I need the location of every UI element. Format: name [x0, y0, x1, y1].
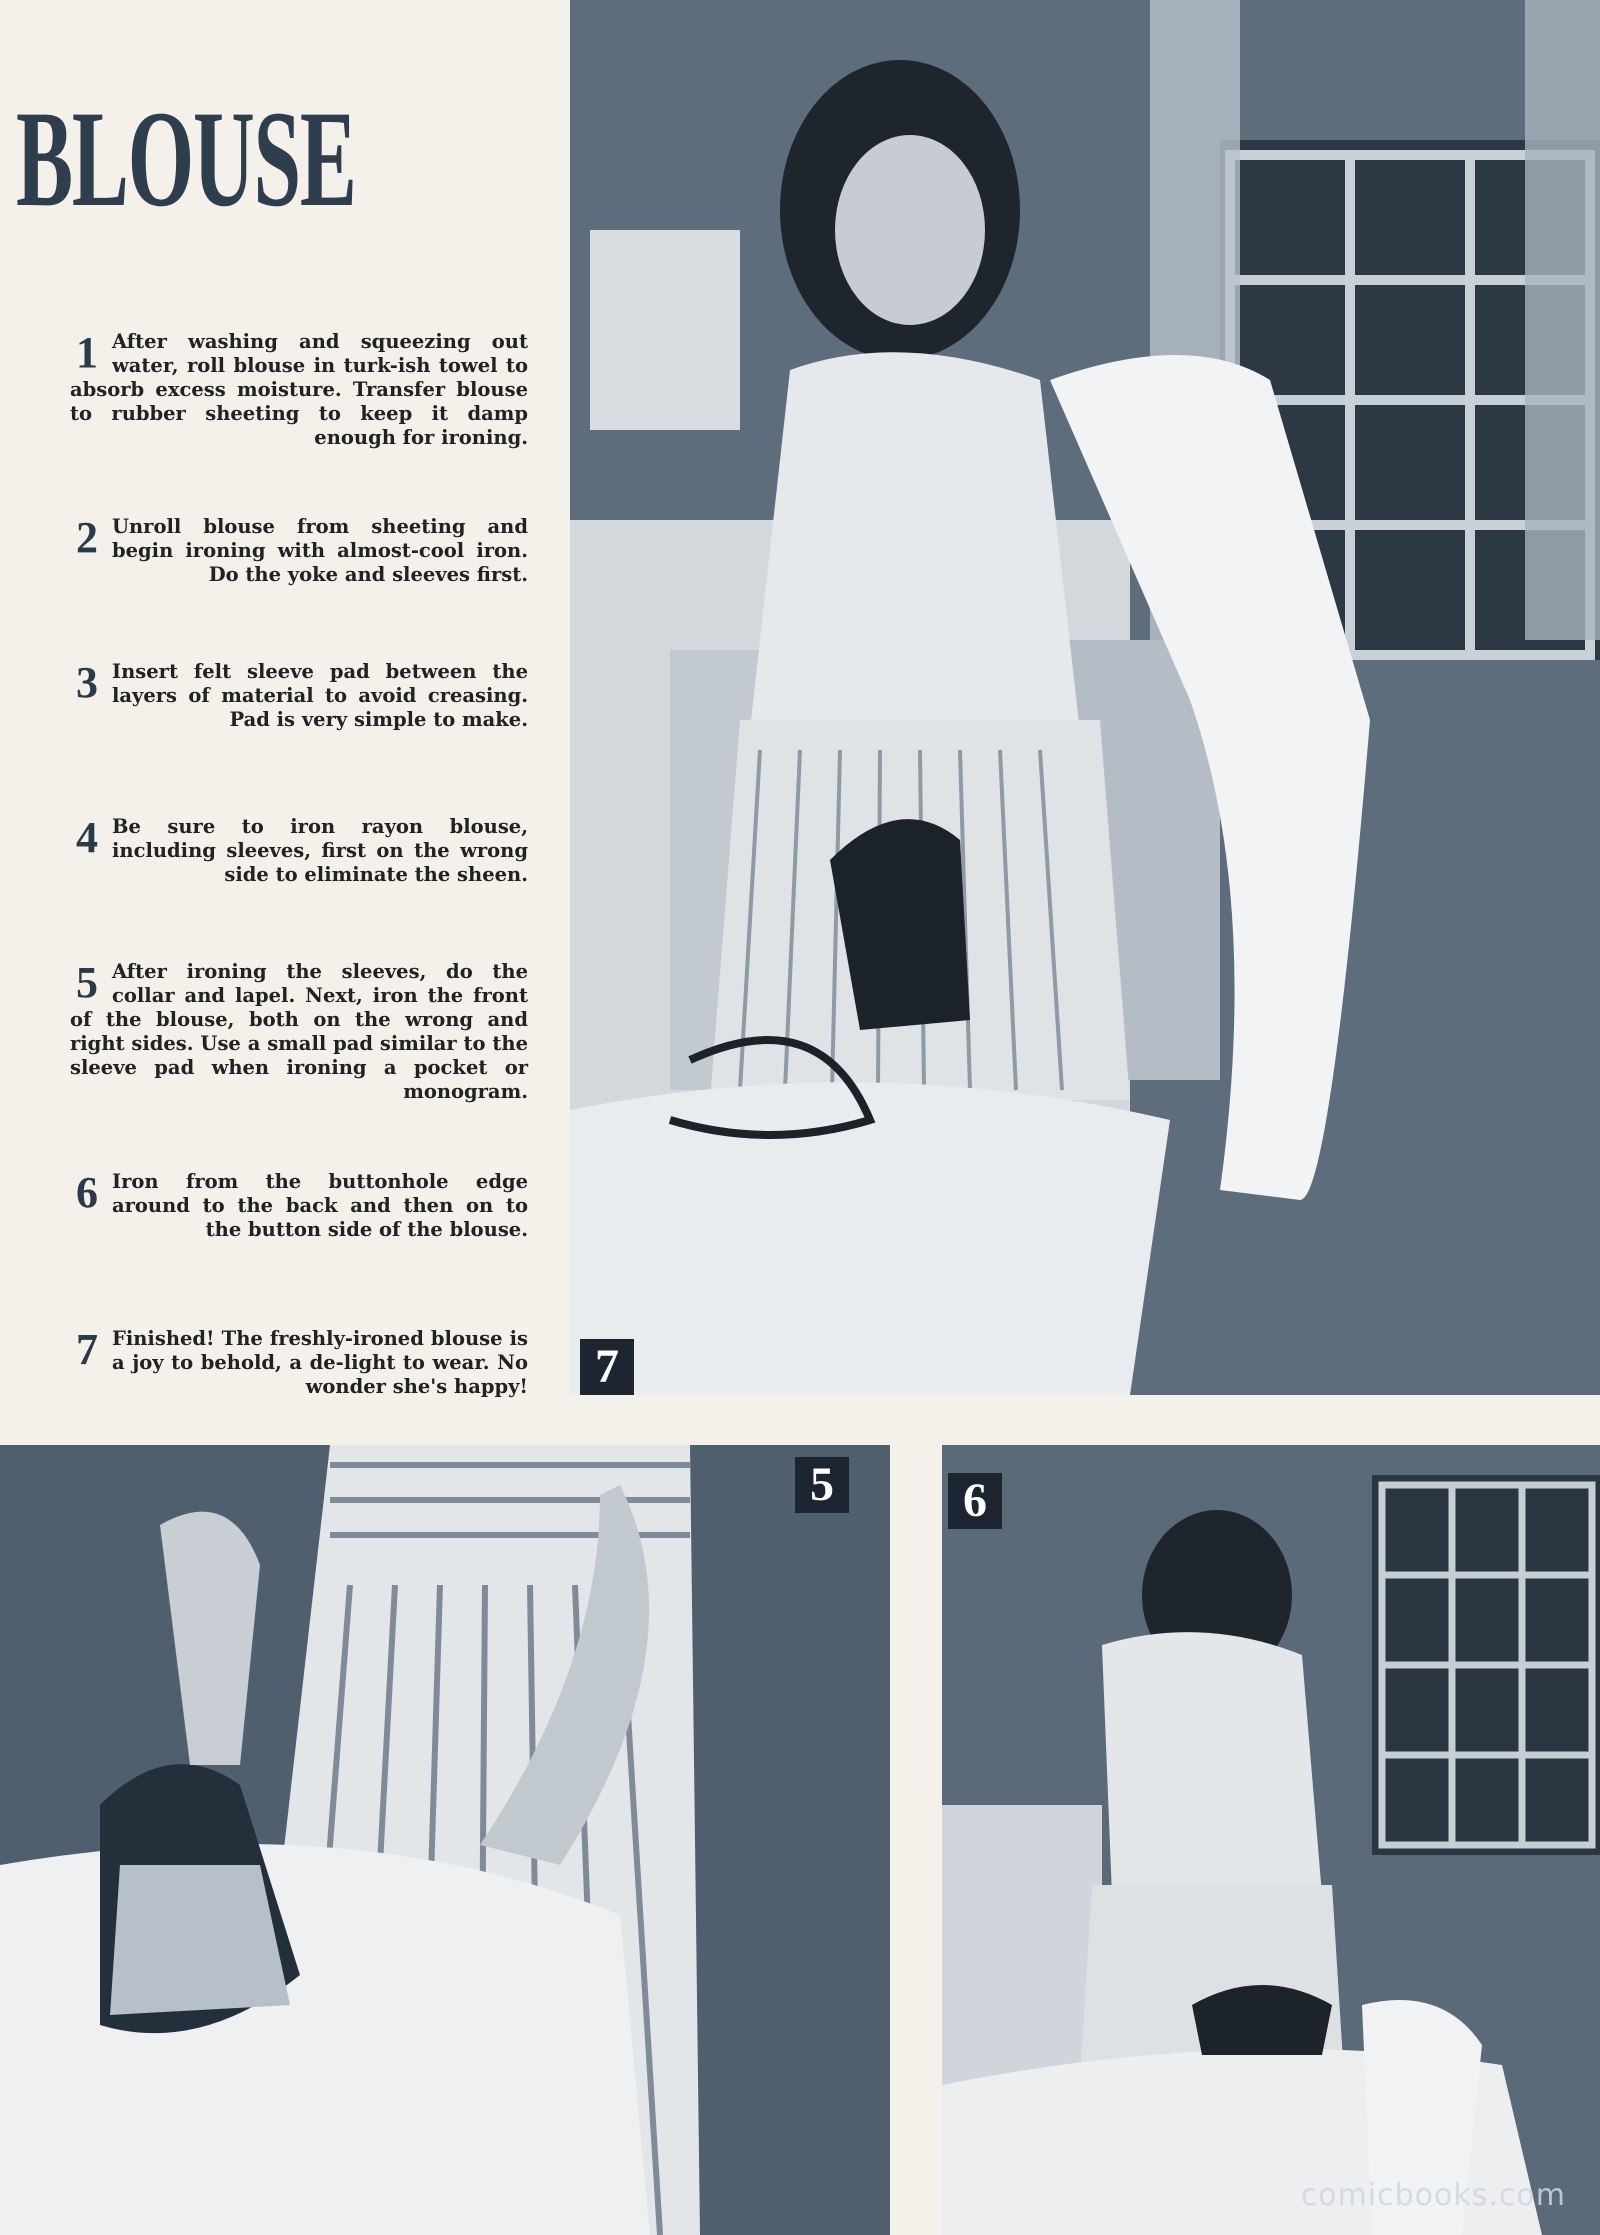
- step-text: After ironing the sleeves, do the collar and lapel. Next, iron the front of the blouse, both on the wrong and right sides. Use a small pad similar to the sleeve pad when ironing a pocket or monogram.: [70, 960, 528, 1103]
- photo-finished-blouse-image: [570, 0, 1600, 1395]
- step-number: 6: [76, 1168, 98, 1217]
- step-number: 1: [76, 328, 98, 377]
- step-number: 5: [76, 958, 98, 1007]
- step-text: Be sure to iron rayon blouse, including sleeves, first on the wrong side to eliminate the sheen.: [112, 815, 528, 886]
- watermark: comicbooks.com: [1300, 2178, 1566, 2213]
- step-text: Finished! The freshly-ironed blouse is a joy to behold, a de-light to wear. No wonder she's happy!: [112, 1327, 528, 1398]
- step-5: [70, 960, 528, 1104]
- photo-ironing-back-image: [942, 1445, 1600, 2235]
- step-number: 7: [76, 1325, 98, 1374]
- photo-ironing-front: [0, 1445, 890, 2235]
- step-text: After washing and squeezing out water, roll blouse in turk-ish towel to absorb excess moisture. Transfer blouse to rubber sheeting to keep it damp enough for ironing.: [70, 330, 528, 449]
- step-3: [70, 660, 528, 732]
- photo-badge: 7: [580, 1339, 634, 1395]
- photo-badge: 5: [795, 1457, 849, 1513]
- page-title: BLOUSE: [16, 82, 356, 235]
- step-number: 2: [76, 513, 98, 562]
- step-6: [70, 1170, 528, 1242]
- step-2: [70, 515, 528, 587]
- step-number: 4: [76, 813, 98, 862]
- photo-badge: 6: [948, 1473, 1002, 1529]
- step-4: [70, 815, 528, 887]
- step-text: Iron from the buttonhole edge around to the back and then on to the button side of the blouse.: [112, 1170, 528, 1241]
- step-text: Unroll blouse from sheeting and begin ironing with almost-cool iron. Do the yoke and sleeves first.: [112, 515, 528, 586]
- photo-ironing-back: [942, 1445, 1600, 2235]
- step-text: Insert felt sleeve pad between the layers of material to avoid creasing. Pad is very simple to make.: [112, 660, 528, 731]
- step-7: [70, 1327, 528, 1399]
- step-number: 3: [76, 658, 98, 707]
- step-1: [70, 330, 528, 450]
- photo-ironing-front-image: [0, 1445, 890, 2235]
- photo-finished-blouse: [570, 0, 1600, 1395]
